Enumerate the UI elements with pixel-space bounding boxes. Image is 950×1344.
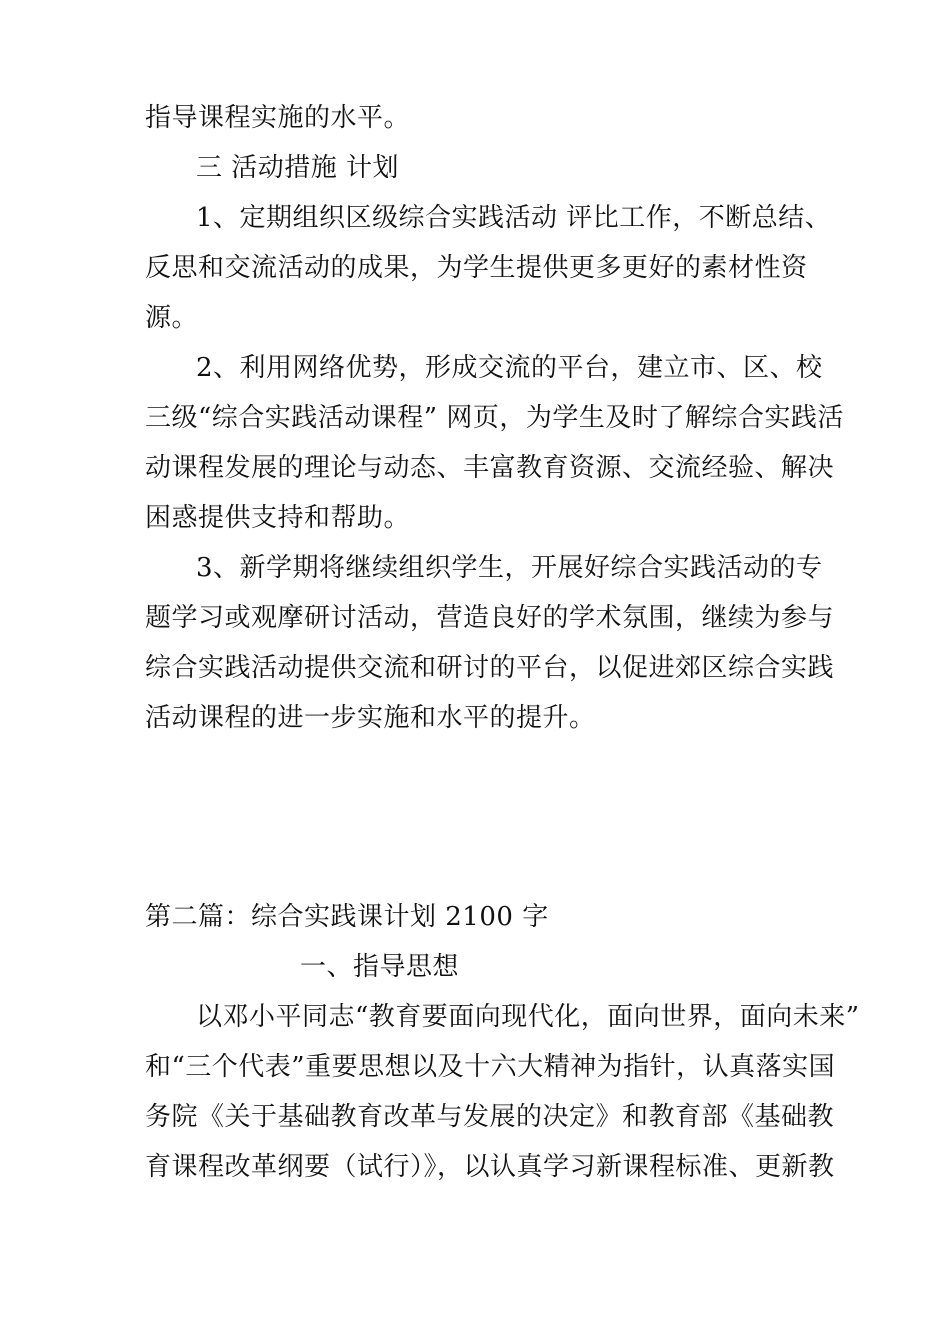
chapter-title: 第二篇：综合实践课计划 2100 字 xyxy=(145,902,549,932)
text-line: 育课程改革纲要（试行）》，以认真学习新课程标准、更新教 xyxy=(145,1152,835,1182)
section-heading: 三 活动措施 计划 xyxy=(196,153,400,183)
text-line: 2、利用网络优势，形成交流的平台，建立市、区、校 xyxy=(196,353,823,383)
text-line: 反思和交流活动的成果，为学生提供更多更好的素材性资 xyxy=(145,253,808,283)
text-line: 源。 xyxy=(145,303,199,333)
text-line: 三级“综合实践活动课程” 网页，为学生及时了解综合实践活 xyxy=(145,403,844,433)
text-line: 和“三个代表”重要思想以及十六大精神为指针，认真落实国 xyxy=(145,1052,836,1082)
text-line: 1、定期组织区级综合实践活动 评比工作，不断总结、 xyxy=(196,203,832,233)
text-line: 困惑提供支持和帮助。 xyxy=(145,503,411,533)
text-line: 以邓小平同志“教育要面向现代化，面向世界，面向未来” xyxy=(196,1002,860,1032)
text-line: 动课程发展的理论与动态、丰富教育资源、交流经验、解决 xyxy=(145,453,835,483)
text-line: 活动课程的进一步实施和水平的提升。 xyxy=(145,703,596,733)
text-line: 指导课程实施的水平。 xyxy=(145,103,411,133)
text-line: 题学习或观摩研讨活动，营造良好的学术氛围，继续为参与 xyxy=(145,603,835,633)
text-line: 务院《关于基础教育改革与发展的决定》和教育部《基础教 xyxy=(145,1102,835,1132)
text-line: 3、新学期将继续组织学生，开展好综合实践活动的专 xyxy=(196,553,823,583)
text-line: 综合实践活动提供交流和研讨的平台，以促进郊区综合实践 xyxy=(145,653,835,683)
section-heading: 一、指导思想 xyxy=(300,952,460,982)
